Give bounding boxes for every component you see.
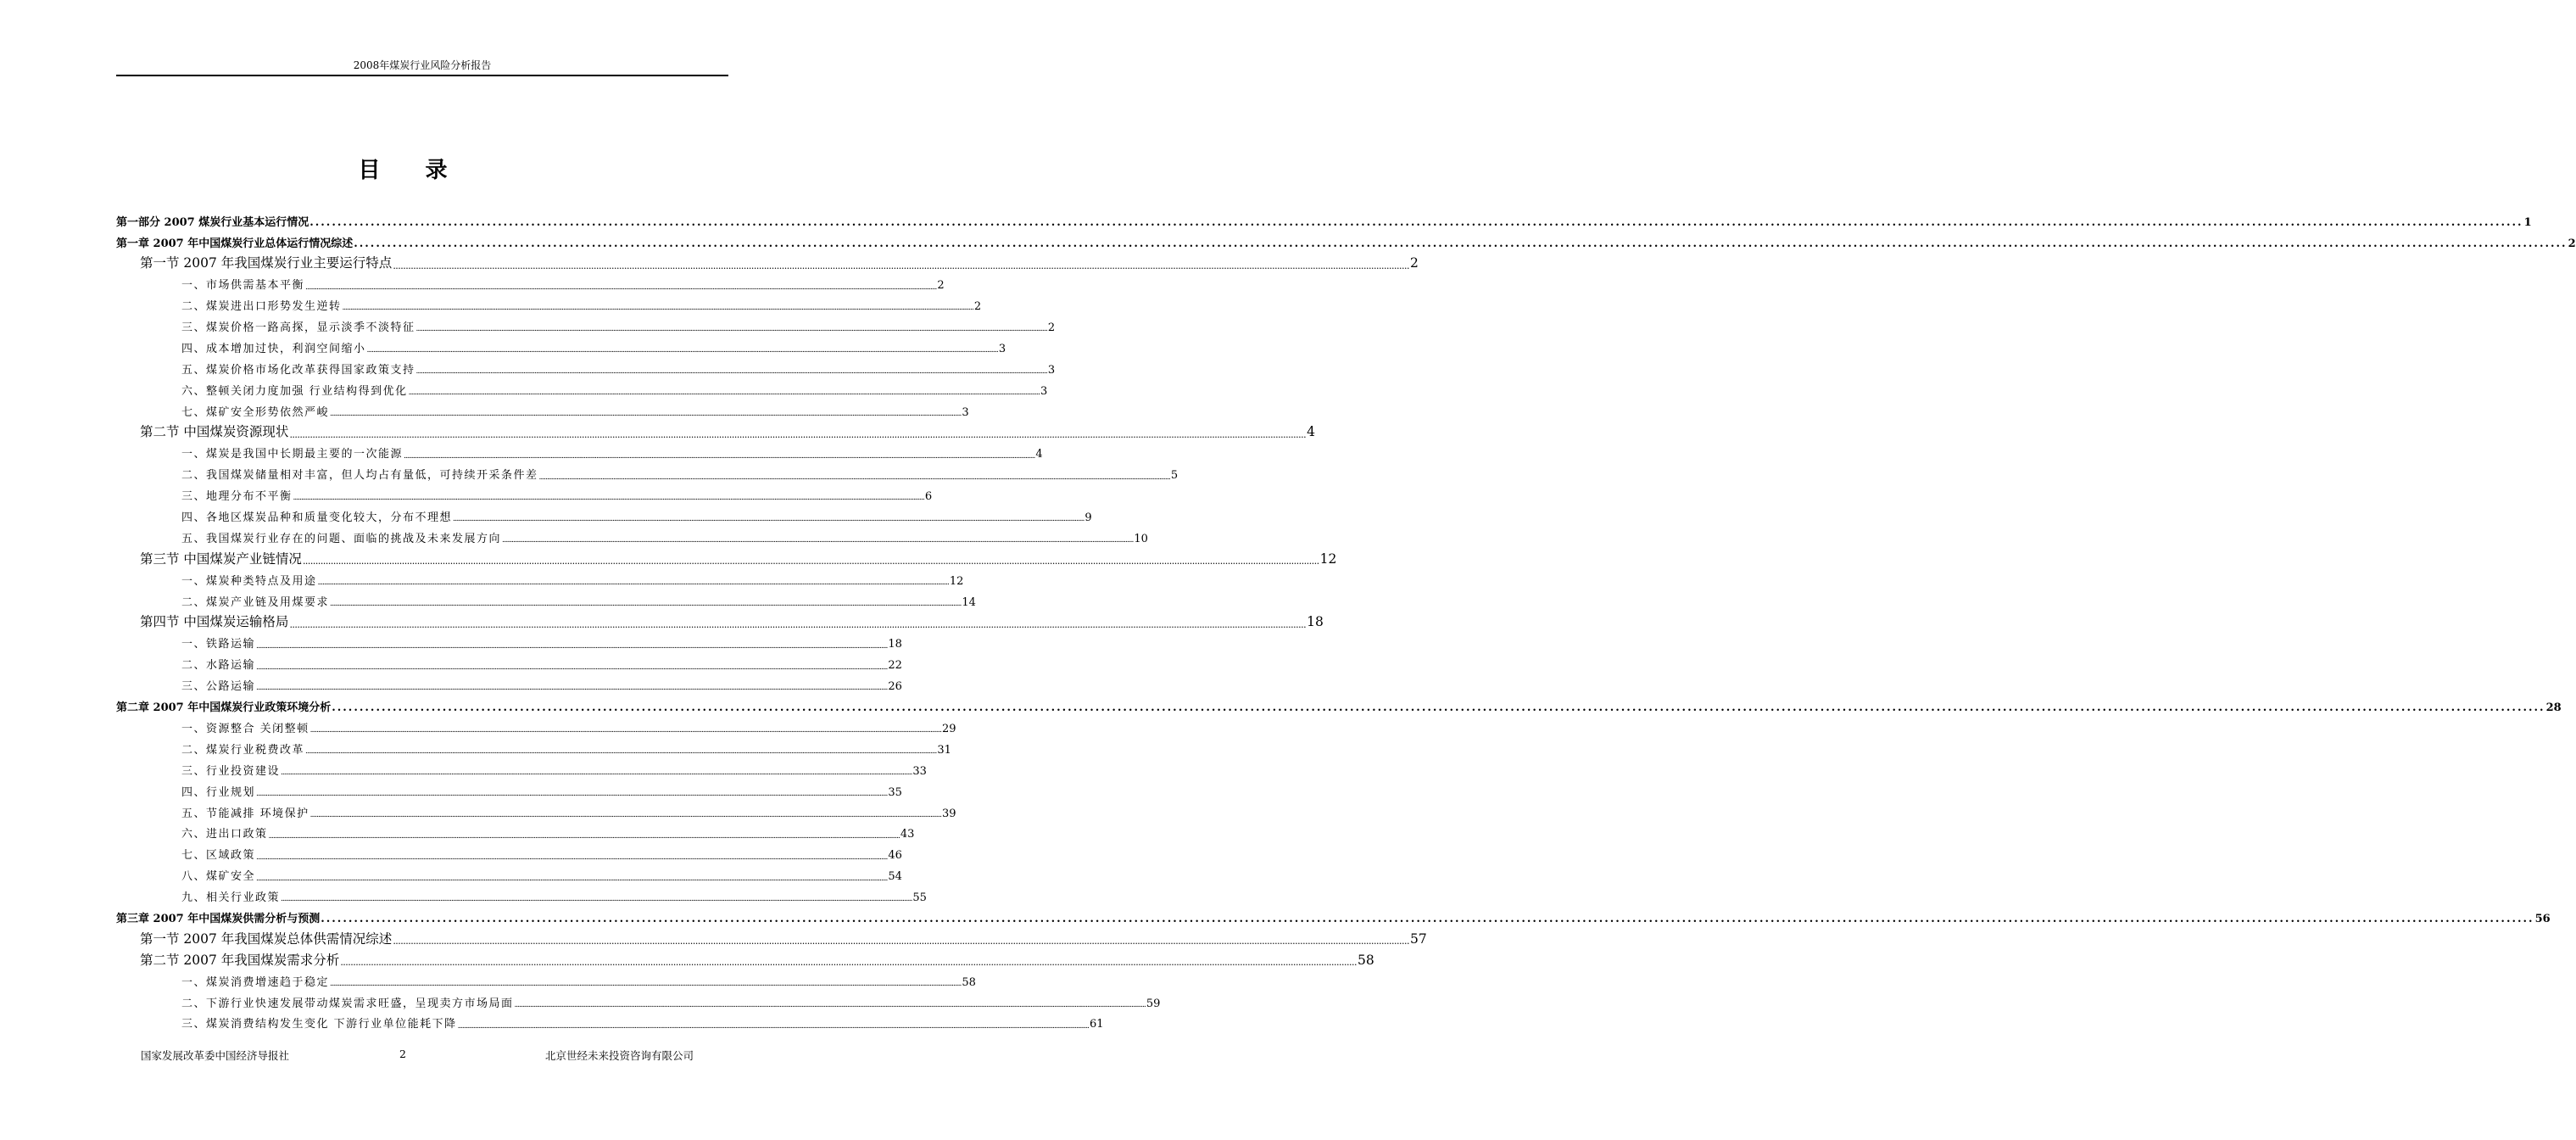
toc-entry[interactable] bbox=[116, 548, 1337, 569]
toc-entry-page: 28 bbox=[2545, 701, 2562, 715]
toc-entry-page: 56 bbox=[2534, 913, 2551, 926]
toc-entry-page: 29 bbox=[941, 723, 956, 736]
toc-entry[interactable] bbox=[116, 759, 927, 780]
toc-leader-dots: ................................................................................................................................................................................................................................................................................................................................................................................................................ bbox=[453, 515, 1084, 524]
toc-leader-dots: ................................................................................................................................................................................................................................................................................................................................................................................................................ bbox=[256, 684, 888, 693]
toc-entry[interactable] bbox=[116, 633, 902, 654]
toc-entry[interactable] bbox=[116, 696, 2562, 717]
toc-entry-page: 2 bbox=[1047, 321, 1056, 335]
toc-leader-dots: ................................................................................................................................................................................................................................................................................................................................................................................................................ bbox=[289, 428, 1307, 440]
footer-page-number: 2 bbox=[399, 1048, 406, 1060]
toc-entry-page: 14 bbox=[962, 595, 976, 609]
toc-entry-page: 9 bbox=[1084, 511, 1092, 525]
toc-leader-dots: ................................................................................................................................................................................................................................................................................................................................................................................................................ bbox=[289, 618, 1307, 630]
toc-entry[interactable] bbox=[116, 675, 902, 696]
toc-entry-label: 第一部分 2007 煤炭行业基本运行情况 bbox=[116, 215, 309, 229]
toc-entry-page: 2 bbox=[973, 300, 982, 314]
toc-entry-label: 七、煤矿安全形势依然严峻 bbox=[181, 405, 330, 419]
toc-entry[interactable] bbox=[116, 464, 1179, 485]
toc-entry-label: 第二章 2007 年中国煤炭行业政策环境分析 bbox=[116, 701, 332, 715]
toc-leader-dots: ................................................................................................................................................................................................................................................................................................................................................................................................................ bbox=[408, 388, 1040, 398]
toc-leader-dots: ................................................................................................................................................................................................................................................................................................................................................................................................................ bbox=[281, 768, 912, 778]
toc-entry[interactable] bbox=[116, 400, 969, 422]
toc-leader-dots: ................................................................................................................................................................................................................................................................................................................................................................................................................ bbox=[332, 701, 2545, 715]
toc-entry-label: 第一章 2007 年中国煤炭行业总体运行情况综述 bbox=[116, 237, 354, 250]
toc-entry-label: 二、下游行业快速发展带动煤炭需求旺盛，呈现卖方市场局面 bbox=[181, 997, 514, 1010]
toc-leader-dots: ................................................................................................................................................................................................................................................................................................................................................................................................................ bbox=[538, 472, 1170, 482]
toc-entry-page: 10 bbox=[1134, 533, 1148, 545]
toc-entry-label: 一、铁路运输 bbox=[181, 638, 256, 651]
toc-entry[interactable] bbox=[116, 527, 1148, 548]
header-rule bbox=[116, 75, 728, 76]
toc-leader-dots: ................................................................................................................................................................................................................................................................................................................................................................................................................ bbox=[330, 599, 962, 608]
toc-leader-dots: ................................................................................................................................................................................................................................................................................................................................................................................................................ bbox=[354, 237, 2568, 250]
toc-entry-page: 4 bbox=[1307, 424, 1315, 440]
toc-entry-page: 26 bbox=[888, 680, 902, 694]
toc-entry[interactable] bbox=[116, 1013, 1104, 1034]
toc-entry-label: 三、煤炭消费结构发生变化 下游行业单位能耗下降 bbox=[181, 1018, 457, 1031]
toc-entry-label: 七、区域政策 bbox=[181, 849, 256, 863]
toc-entry-label: 二、水路运输 bbox=[181, 659, 256, 673]
toc-leader-dots: ................................................................................................................................................................................................................................................................................................................................................................................................................ bbox=[404, 451, 1035, 461]
toc-entry-page: 4 bbox=[1035, 448, 1043, 461]
toc-entry[interactable] bbox=[116, 886, 927, 908]
toc-entry-page: 18 bbox=[1307, 614, 1324, 630]
toc-entry[interactable] bbox=[116, 358, 1056, 379]
toc-entry-page: 5 bbox=[1170, 469, 1179, 483]
toc-entry[interactable] bbox=[116, 506, 1092, 527]
toc-entry[interactable] bbox=[116, 590, 976, 612]
page-header: 2008年煤炭行业风险分析报告 bbox=[353, 59, 492, 71]
toc-entry-label: 六、整顿关闭力度加强 行业结构得到优化 bbox=[181, 384, 408, 398]
toc-leader-dots: ................................................................................................................................................................................................................................................................................................................................................................................................................ bbox=[393, 260, 1409, 271]
toc-entry-label: 四、行业规划 bbox=[181, 785, 256, 799]
toc-entry[interactable] bbox=[116, 379, 1048, 400]
toc-entry-page: 33 bbox=[912, 764, 927, 778]
toc-entry[interactable] bbox=[116, 443, 1043, 464]
toc-leader-dots: ................................................................................................................................................................................................................................................................................................................................................................................................................ bbox=[366, 346, 998, 355]
toc-entry-label: 第四节 中国煤炭运输格局 bbox=[140, 614, 289, 630]
toc-leader-dots: ................................................................................................................................................................................................................................................................................................................................................................................................................ bbox=[342, 304, 973, 313]
toc-leader-dots: ................................................................................................................................................................................................................................................................................................................................................................................................................ bbox=[281, 895, 912, 904]
toc-entry[interactable] bbox=[116, 295, 982, 316]
toc-entry-page: 2 bbox=[937, 279, 945, 293]
toc-entry-label: 第一节 2007 年我国煤炭行业主要运行特点 bbox=[140, 255, 393, 271]
toc-entry[interactable] bbox=[116, 422, 1315, 443]
toc-entry-page: 43 bbox=[900, 828, 915, 841]
toc-entry[interactable] bbox=[116, 865, 902, 886]
toc-leader-dots: ................................................................................................................................................................................................................................................................................................................................................................................................................ bbox=[330, 979, 962, 988]
toc-entry-label: 三、行业投资建设 bbox=[181, 764, 281, 778]
toc-entry[interactable] bbox=[116, 992, 1161, 1013]
toc-entry[interactable] bbox=[116, 780, 902, 802]
toc-leader-dots: ................................................................................................................................................................................................................................................................................................................................................................................................................ bbox=[309, 215, 2523, 229]
toc-entry[interactable] bbox=[116, 738, 951, 759]
toc-entry-page: 3 bbox=[962, 405, 969, 419]
toc-entry[interactable] bbox=[116, 823, 915, 844]
toc-entry[interactable] bbox=[116, 844, 902, 865]
toc-entry-label: 一、市场供需基本平衡 bbox=[181, 279, 305, 293]
toc-entry[interactable] bbox=[116, 253, 1419, 274]
toc-entry-label: 第三节 中国煤炭产业链情况 bbox=[140, 550, 302, 567]
toc-entry-page: 61 bbox=[1089, 1018, 1104, 1031]
toc-entry[interactable] bbox=[116, 654, 902, 675]
toc-entry-page: 57 bbox=[1409, 930, 1427, 947]
toc-entry-label: 第二节 2007 年我国煤炭需求分析 bbox=[140, 952, 340, 968]
toc-entry-label: 一、煤炭种类特点及用途 bbox=[181, 574, 317, 588]
toc-leader-dots: ................................................................................................................................................................................................................................................................................................................................................................................................................ bbox=[321, 913, 2534, 926]
toc-leader-dots: ................................................................................................................................................................................................................................................................................................................................................................................................................ bbox=[393, 936, 1409, 947]
toc-entry-label: 八、煤矿安全 bbox=[181, 870, 256, 884]
toc-entry-label: 二、煤炭产业链及用煤要求 bbox=[181, 595, 330, 609]
toc-leader-dots: ................................................................................................................................................................................................................................................................................................................................................................................................................ bbox=[256, 641, 888, 651]
toc-entry[interactable] bbox=[116, 802, 956, 823]
toc-entry[interactable] bbox=[116, 949, 1374, 970]
toc-entry-label: 第二节 中国煤炭资源现状 bbox=[140, 424, 289, 440]
toc-leader-dots: ................................................................................................................................................................................................................................................................................................................................................................................................................ bbox=[305, 747, 937, 757]
toc-entry-page: 3 bbox=[1047, 363, 1056, 377]
toc-entry-page: 46 bbox=[888, 849, 902, 863]
toc-entry[interactable] bbox=[116, 970, 976, 992]
toc-leader-dots: ................................................................................................................................................................................................................................................................................................................................................................................................................ bbox=[256, 852, 888, 862]
toc-entry-page: 2 bbox=[1409, 255, 1419, 271]
table-of-contents bbox=[116, 210, 2576, 1034]
toc-entry-label: 一、煤炭是我国中长期最主要的一次能源 bbox=[181, 448, 404, 461]
toc-leader-dots: ................................................................................................................................................................................................................................................................................................................................................................................................................ bbox=[309, 726, 941, 735]
toc-leader-dots: ................................................................................................................................................................................................................................................................................................................................................................................................................ bbox=[415, 367, 1047, 377]
toc-entry-label: 五、我国煤炭行业存在的问题、面临的挑战及未来发展方向 bbox=[181, 533, 502, 545]
footer-company: 北京世经未来投资咨询有限公司 bbox=[544, 1049, 694, 1062]
toc-leader-dots: ................................................................................................................................................................................................................................................................................................................................................................................................................ bbox=[340, 957, 1357, 969]
toc-entry-label: 九、相关行业政策 bbox=[181, 891, 281, 905]
toc-entry[interactable] bbox=[116, 928, 1427, 949]
toc-entry-label: 四、各地区煤炭品种和质量变化较大，分布不理想 bbox=[181, 511, 453, 525]
toc-entry-label: 三、公路运输 bbox=[181, 680, 256, 694]
toc-entry[interactable] bbox=[116, 569, 964, 590]
toc-entry-page: 6 bbox=[924, 490, 933, 504]
toc-entry-label: 一、资源整合 关闭整顿 bbox=[181, 723, 309, 736]
toc-entry[interactable] bbox=[116, 485, 933, 506]
toc-entry-page: 3 bbox=[1040, 384, 1048, 398]
toc-entry[interactable] bbox=[116, 316, 1056, 337]
toc-entry-label: 第一节 2007 年我国煤炭总体供需情况综述 bbox=[140, 930, 393, 947]
toc-leader-dots: ................................................................................................................................................................................................................................................................................................................................................................................................................ bbox=[514, 1000, 1146, 1009]
toc-leader-dots: ................................................................................................................................................................................................................................................................................................................................................................................................................ bbox=[330, 409, 962, 418]
toc-entry-label: 三、煤炭价格一路高探，显示淡季不淡特征 bbox=[181, 321, 415, 335]
toc-entry-label: 五、节能减排 环境保护 bbox=[181, 807, 309, 820]
toc-entry-page: 55 bbox=[912, 891, 927, 905]
toc-leader-dots: ................................................................................................................................................................................................................................................................................................................................................................................................................ bbox=[309, 810, 941, 819]
toc-entry-label: 二、煤炭行业税费改革 bbox=[181, 743, 305, 757]
toc-leader-dots: ................................................................................................................................................................................................................................................................................................................................................................................................................ bbox=[293, 494, 924, 503]
toc-entry-page: 39 bbox=[941, 807, 956, 820]
toc-leader-dots: ................................................................................................................................................................................................................................................................................................................................................................................................................ bbox=[256, 874, 888, 883]
toc-entry[interactable] bbox=[116, 274, 945, 295]
footer-publisher: 国家发展改革委中国经济导报社 bbox=[141, 1049, 290, 1062]
toc-entry[interactable] bbox=[116, 337, 1006, 358]
toc-leader-dots: ................................................................................................................................................................................................................................................................................................................................................................................................................ bbox=[457, 1021, 1089, 1031]
toc-entry-page: 58 bbox=[1357, 952, 1374, 968]
toc-entry[interactable] bbox=[116, 612, 1324, 633]
toc-entry-label: 四、成本增加过快，利润空间缩小 bbox=[181, 342, 366, 355]
toc-entry-page: 2 bbox=[2568, 237, 2576, 250]
toc-entry-label: 第三章 2007 年中国煤炭供需分析与预测 bbox=[116, 913, 321, 926]
toc-entry-page: 12 bbox=[949, 574, 964, 588]
toc-entry-page: 22 bbox=[888, 659, 902, 673]
toc-entry-page: 18 bbox=[888, 638, 902, 651]
toc-entry-page: 35 bbox=[888, 785, 902, 799]
toc-entry-page: 3 bbox=[998, 342, 1006, 355]
toc-entry-page: 59 bbox=[1146, 997, 1161, 1010]
toc-leader-dots: ................................................................................................................................................................................................................................................................................................................................................................................................................ bbox=[302, 556, 1319, 567]
toc-entry[interactable] bbox=[116, 717, 956, 738]
toc-leader-dots: ................................................................................................................................................................................................................................................................................................................................................................................................................ bbox=[305, 282, 937, 292]
toc-leader-dots: ................................................................................................................................................................................................................................................................................................................................................................................................................ bbox=[256, 789, 888, 798]
toc-entry-page: 54 bbox=[888, 870, 902, 884]
toc-leader-dots: ................................................................................................................................................................................................................................................................................................................................................................................................................ bbox=[502, 536, 1134, 545]
toc-entry[interactable] bbox=[116, 210, 2532, 232]
toc-title: 目 录 bbox=[358, 158, 466, 183]
toc-leader-dots: ................................................................................................................................................................................................................................................................................................................................................................................................................ bbox=[415, 325, 1047, 334]
toc-entry-label: 五、煤炭价格市场化改革获得国家政策支持 bbox=[181, 363, 415, 377]
toc-entry-label: 二、煤炭进出口形势发生逆转 bbox=[181, 300, 342, 314]
toc-entry-label: 六、进出口政策 bbox=[181, 828, 268, 841]
toc-entry-label: 二、我国煤炭储量相对丰富，但人均占有量低，可持续开采条件差 bbox=[181, 469, 538, 483]
toc-entry[interactable] bbox=[116, 232, 2576, 253]
toc-entry[interactable] bbox=[116, 907, 2551, 928]
toc-entry-page: 31 bbox=[937, 743, 951, 757]
toc-leader-dots: ................................................................................................................................................................................................................................................................................................................................................................................................................ bbox=[256, 662, 888, 672]
toc-entry-label: 三、地理分布不平衡 bbox=[181, 490, 293, 504]
toc-leader-dots: ................................................................................................................................................................................................................................................................................................................................................................................................................ bbox=[268, 831, 900, 841]
toc-leader-dots: ................................................................................................................................................................................................................................................................................................................................................................................................................ bbox=[317, 578, 949, 588]
toc-entry-label: 一、煤炭消费增速趋于稳定 bbox=[181, 975, 330, 989]
toc-entry-page: 58 bbox=[962, 975, 976, 989]
toc-entry-page: 12 bbox=[1319, 550, 1337, 567]
toc-entry-page: 1 bbox=[2523, 215, 2532, 229]
